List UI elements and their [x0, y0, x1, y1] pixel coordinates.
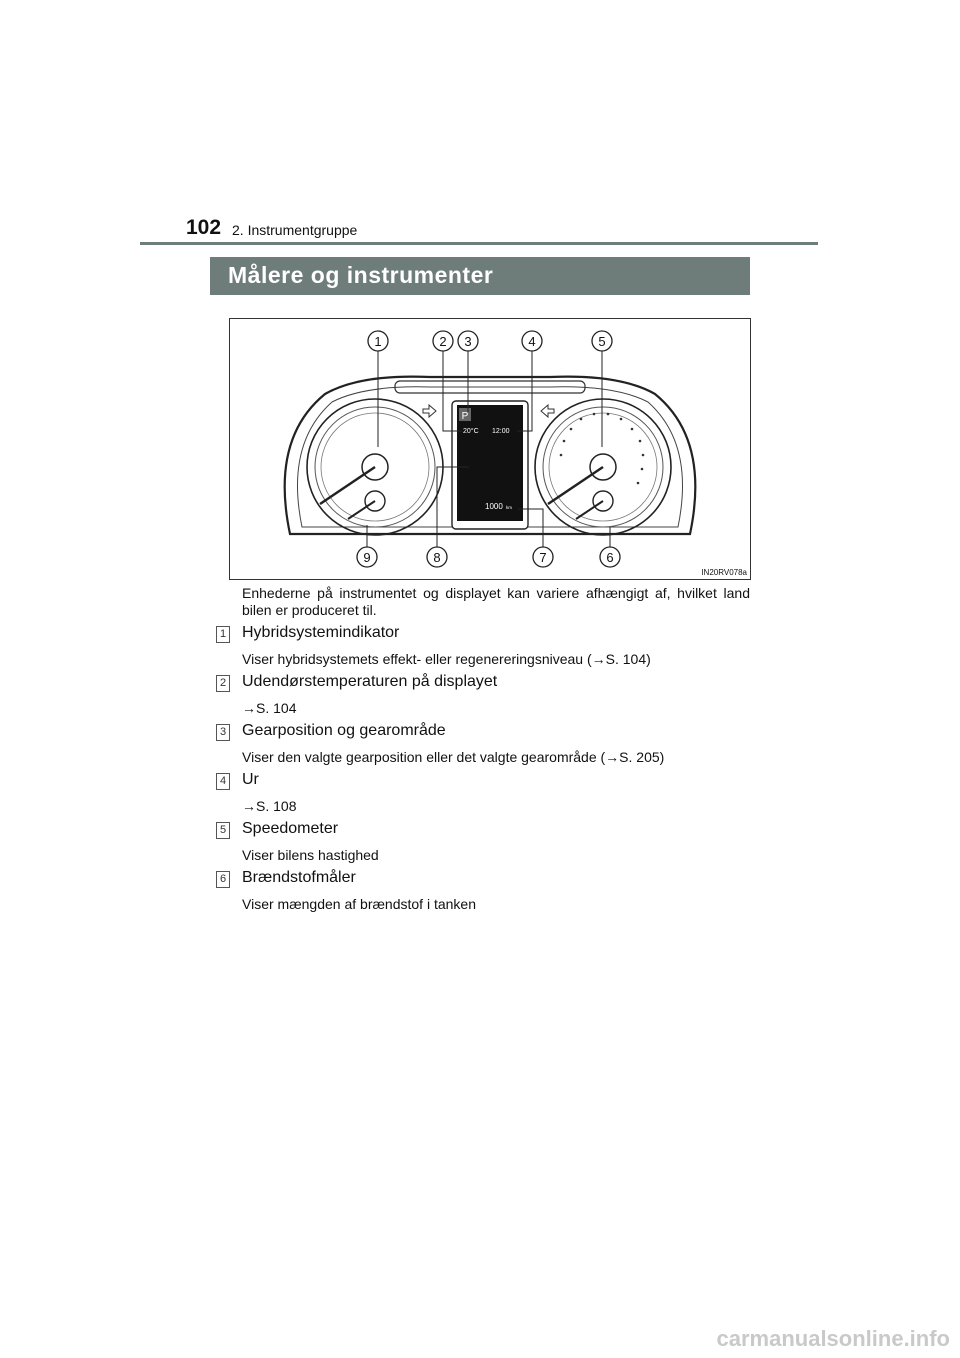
- callout-9: 9: [363, 550, 371, 565]
- callout-7: 7: [539, 550, 547, 565]
- left-turn-signal-icon: [423, 405, 436, 417]
- instrument-cluster-figure: [229, 318, 751, 580]
- callout-1: 1: [374, 334, 382, 349]
- callout-3: 3: [464, 334, 472, 349]
- item-number-badge: 3: [216, 724, 230, 741]
- section-title: Målere og instrumenter: [228, 262, 494, 288]
- item-title: Brændstofmåler: [242, 869, 356, 886]
- running-head: 2. Instrumentgruppe: [232, 222, 358, 238]
- callout-8: 8: [433, 550, 441, 565]
- callout-2: 2: [439, 334, 447, 349]
- item-title: Ur: [242, 771, 259, 788]
- instrument-cluster-illustration: [230, 319, 750, 579]
- display-clock: 12:00: [492, 428, 510, 435]
- item-number-badge: 6: [216, 871, 230, 888]
- callout-5: 5: [598, 334, 606, 349]
- site-watermark: carmanualsonline.info: [716, 1326, 950, 1351]
- item-number-badge: 1: [216, 626, 230, 643]
- item-description: Viser mængden af brændstof i tanken: [242, 896, 476, 912]
- display-gear: P: [461, 411, 469, 422]
- item-title: Udendørstemperaturen på displayet: [242, 673, 498, 690]
- item-description: →S. 108: [242, 798, 297, 814]
- intro-text: Enhederne på instrumentet og displayet kan variere afhængigt af, hvilket land bilen er produceret til.: [242, 585, 750, 618]
- display-odometer: 1000: [485, 502, 503, 511]
- section-header: [210, 257, 750, 295]
- item-number-badge: 2: [216, 675, 230, 692]
- item-title: Hybridsystemindikator: [242, 624, 400, 641]
- display-odometer-unit: km: [506, 505, 512, 510]
- callout-4: 4: [528, 334, 536, 349]
- item-number-badge: 5: [216, 822, 230, 839]
- figure-code: IN20RV078a: [701, 568, 747, 577]
- item-description: →S. 104: [242, 700, 297, 716]
- item-description: Viser den valgte gearposition eller det valgte gearområde (→S. 205): [242, 749, 665, 765]
- item-description: Viser hybridsystemets effekt- eller regenereringsniveau (→S. 104): [242, 651, 651, 667]
- display-temperature: 20°C: [463, 428, 479, 435]
- item-description: Viser bilens hastighed: [242, 847, 379, 863]
- page-number: 102: [186, 216, 222, 239]
- item-title: Speedometer: [242, 820, 339, 837]
- item-number-badge: 4: [216, 773, 230, 790]
- right-turn-signal-icon: [541, 405, 554, 417]
- header-rule: [140, 242, 818, 245]
- callout-6: 6: [606, 550, 614, 565]
- item-title: Gearposition og gearområde: [242, 722, 446, 739]
